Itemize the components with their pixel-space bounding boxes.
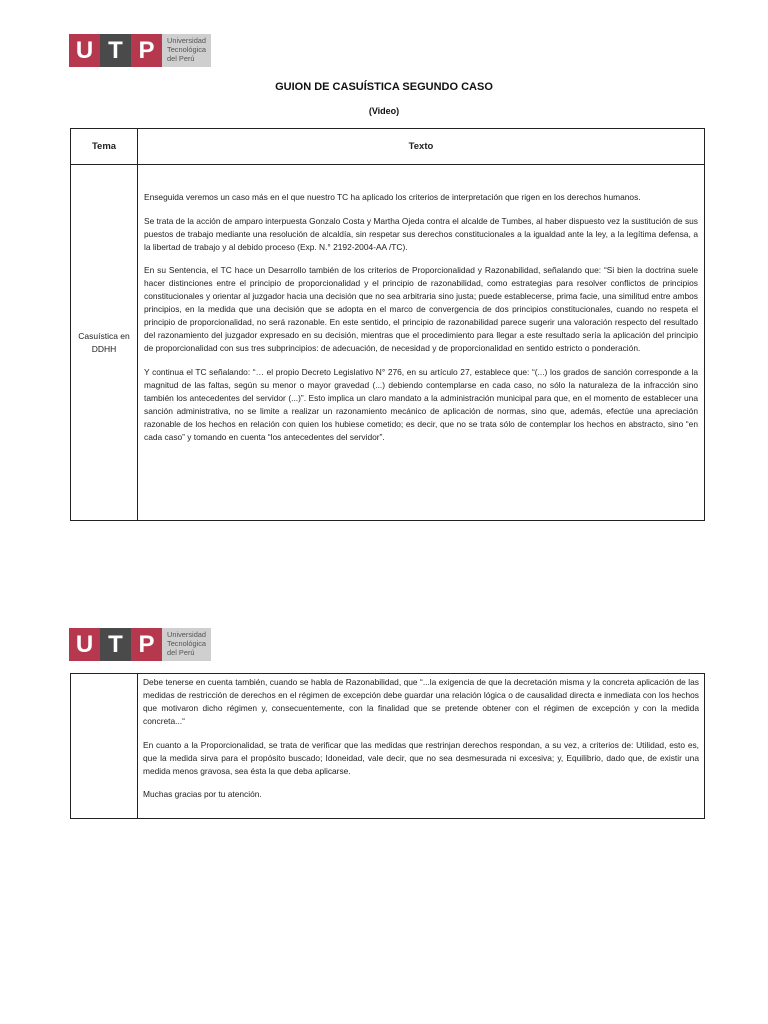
logo-name-line: Tecnológica: [167, 639, 207, 648]
tema-cell: Casuística en DDHH: [71, 165, 138, 521]
header-texto: Texto: [138, 129, 705, 165]
paragraph: Se trata de la acción de amparo interpuesta Gonzalo Costa y Martha Ojeda contra el alcalde de Tumbes, al haber dispuesto vez la sustitución de sus puestos de trabajo mediante una resolución de alcaldía, sin respetar sus derechos constitucionales a la igualdad ante la ley, a la legítima defensa, a la libertad de trabajo y al debido proceso (Exp. N.° 2192-2004-AA /TC).: [144, 215, 698, 252]
paragraph: Muchas gracias por tu atención.: [143, 789, 262, 799]
logo-letter-p: P: [131, 628, 162, 661]
logo-name-line: Universidad: [167, 630, 207, 639]
script-table-continued: [70, 673, 705, 819]
document-subtitle: (Video): [368, 106, 400, 116]
texto-cell: [138, 674, 705, 819]
logo-letter-t: T: [100, 34, 131, 67]
logo-letter-u: U: [69, 34, 100, 67]
header-tema: Tema: [71, 129, 138, 165]
utp-logo: [69, 628, 211, 661]
logo-name-line: Universidad: [167, 36, 207, 45]
texto-cell: [138, 165, 705, 521]
logo-name-line: del Perú: [167, 648, 195, 657]
paragraph: En cuanto a la Proporcionalidad, se trata de verificar que las medidas que restrinjan derechos respondan, a su vez, a criterios de: Utilidad, esto es, que la medida sirva para el propósito buscado; Idoneidad, vale decir, que no sea desmesurada ni excesiva; y, Equilibrio, dado que, de existir una medida menos gravosa, sea ésta la que deba aplicarse.: [143, 739, 699, 776]
logo-letter-u: U: [69, 628, 100, 661]
paragraph: En su Sentencia, el TC hace un Desarrollo también de los criterios de Proporcionalidad y Razonabilidad, señalando que: “Si bien la doctrina suele hacer distinciones entre el principio de proporcionalidad y el principio de razonabilidad, como estrategias para resolver conflictos de principios constitucionales y orientar al juzgador hacia una decisión que no sea arbitraria sino justa; puede establecerse, prima facie, una similitud entre ambos principios, en la medida que una decisión que se adopta en el marco de convergencia de dos principios constitucionales, cuando no respeta el principio de proporcionalidad, no será razonable. En este sentido, el principio de razonabilidad parece sugerir una valoración respecto del resultado del razonamiento del juzgador expresado en su decisión, mientras que el procedimiento para llegar a este resultado sería la aplicación del principio de proporcionalidad con sus tres subprincipios: de adecuación, de necesidad y de proporcionalidad en sentido estricto o ponderación.: [144, 265, 698, 353]
paragraph: Debe tenerse en cuenta también, cuando se habla de Razonabilidad, que “...la exigencia de que la decretación misma y la concreta aplicación de las medidas de restricción de derechos en el régimen de excepción debe guardar una relación lógica o de causalidad directa e inmediata con los hechos que motivaron dicho régimen y, consecuentemente, con la finalidad que se pretende obtener con el régimen de excepción y con la medida concreta...“: [143, 677, 699, 726]
script-table: [70, 128, 705, 521]
logo-name-line: Tecnológica: [167, 45, 207, 54]
tema-cell: [71, 674, 138, 819]
logo-letter-t: T: [100, 628, 131, 661]
paragraph: Y continua el TC señalando: “… el propio Decreto Legislativo N° 276, en su artículo 27, establece que: “(...) los grados de sanción corresponde a la magnitud de las faltas, según su menor o mayor gravedad (...) debiendo contemplarse en cada caso, no sólo la naturaleza de la infracción sino también los antecedentes del servidor (...)”. Esto implica un claro mandato a la administración municipal para que, en el momento de establecer una sanción administrativa, no se limite a realizar un razonamiento mecánico de aplicación de normas, sino que, además, efectúe una apreciación razonable de los hechos en relación con quien los hubiese cometido; es decir, que no se trata sólo de contemplar los hechos en abstracto, sino “en cada caso” y tomando en cuenta “los antecedentes del servidor”.: [144, 366, 698, 442]
logo-letter-p: P: [131, 34, 162, 67]
logo-name-line: del Perú: [167, 54, 195, 63]
paragraph: Enseguida veremos un caso más en el que nuestro TC ha aplicado los criterios de interpretación que rigen en los derechos humanos.: [144, 192, 641, 202]
logo-university-name: [162, 34, 211, 67]
logo-university-name: [162, 628, 211, 661]
utp-logo: [69, 34, 211, 67]
document-title: GUION DE CASUÍSTICA SEGUNDO CASO: [275, 81, 493, 93]
